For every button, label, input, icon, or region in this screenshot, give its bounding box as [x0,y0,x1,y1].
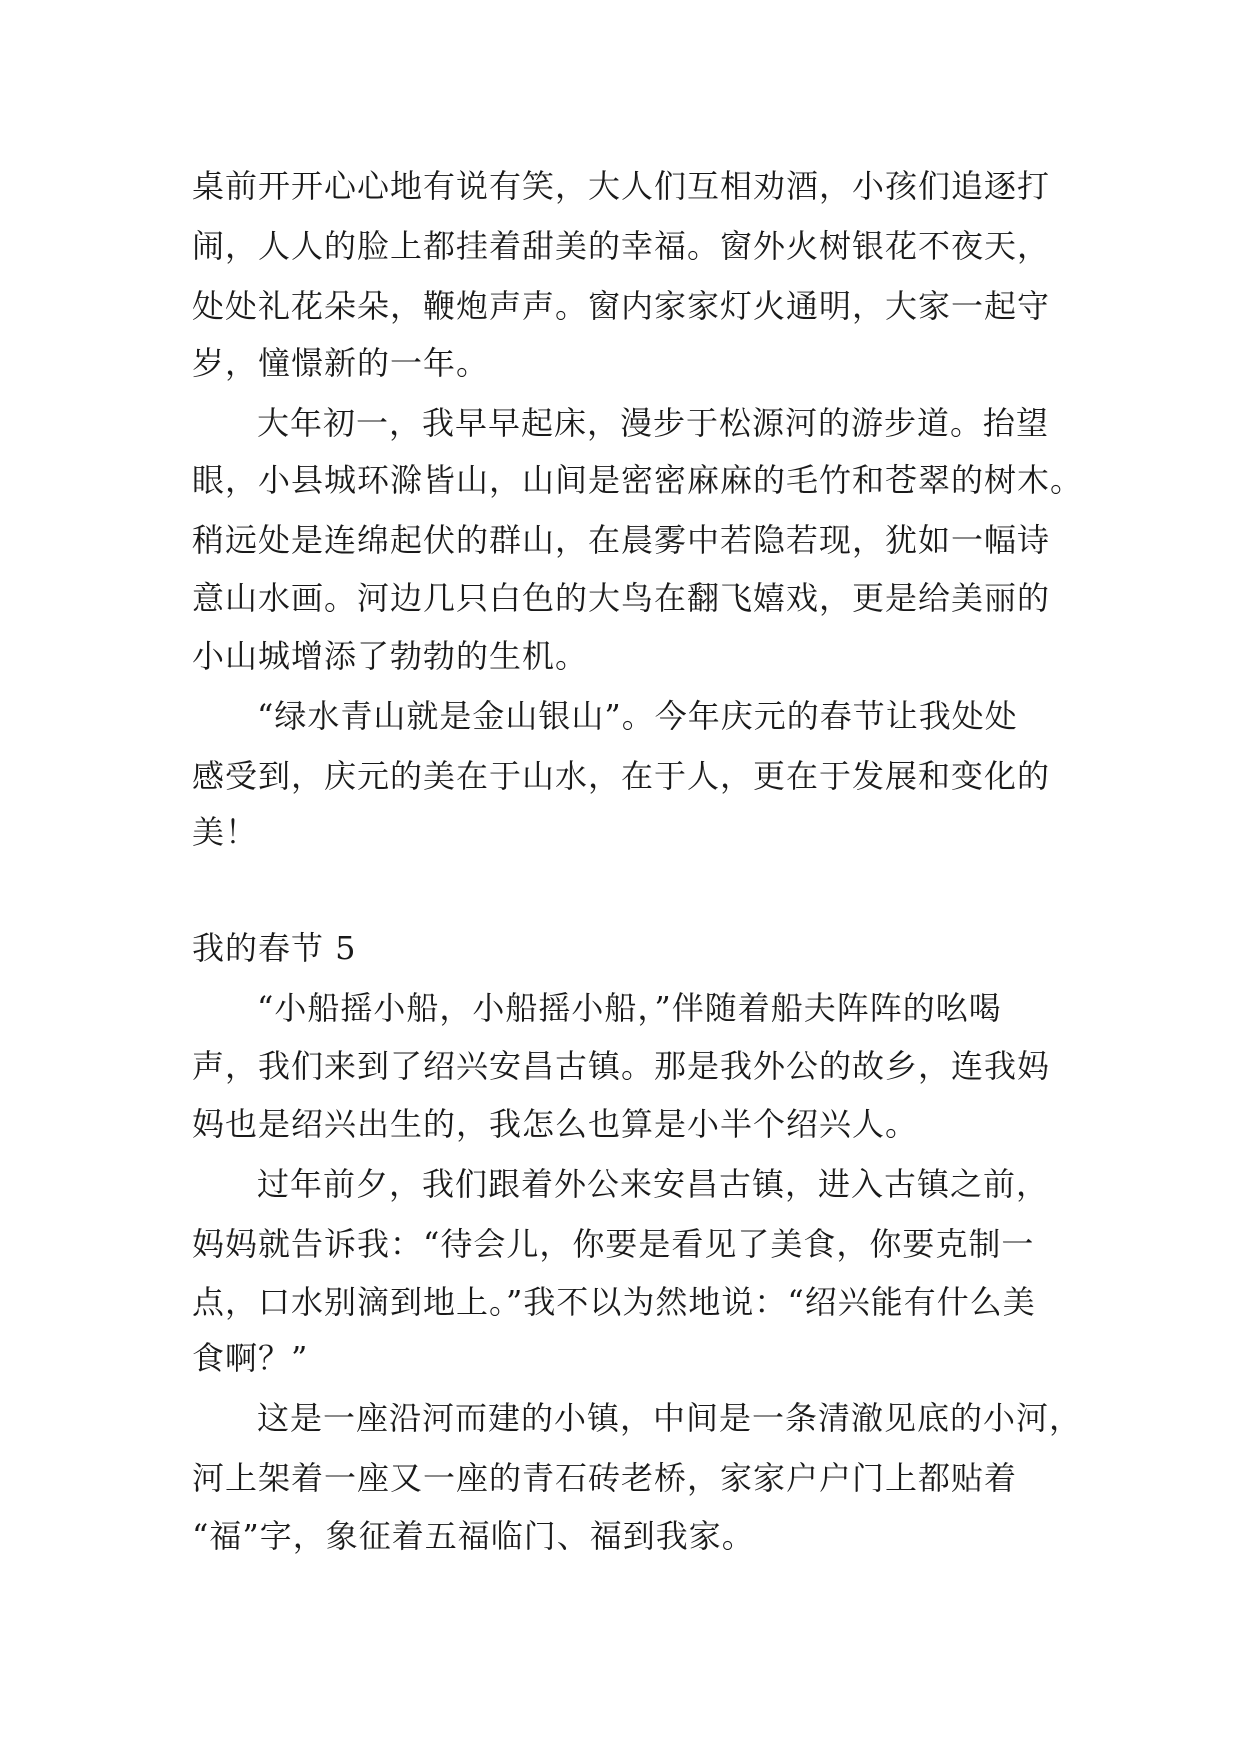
paragraph-line: 点，口水别滴到地上。”我不以为然地说：“绍兴能有什么美 [192,1283,1036,1321]
paragraph-line: 这是一座沿河而建的小镇，中间是一条清澈见底的小河， [257,1399,1083,1437]
paragraph-line: “福”字，象征着五福临门、福到我家。 [192,1517,755,1555]
paragraph-line: 过年前夕，我们跟着外公来安昌古镇，进入古镇之前， [257,1165,1050,1203]
paragraph-line: 桌前开开心心地有说有笑，大人们互相劝酒，小孩们追逐打 [192,167,1051,205]
paragraph-line: 岁，憧憬新的一年。 [192,344,490,382]
paragraph-line: 声，我们来到了绍兴安昌古镇。那是我外公的故乡，连我妈 [192,1047,1051,1085]
paragraph-line: 稍远处是连绵起伏的群山，在晨雾中若隐若现，犹如一幅诗 [192,521,1051,559]
paragraph-line: 美！ [192,813,259,851]
paragraph-line: 眼，小县城环滁皆山，山间是密密麻麻的毛竹和苍翠的树木。 [192,461,1084,499]
paragraph-line: 小山城增添了勃勃的生机。 [192,637,589,675]
paragraph-line: 意山水画。河边几只白色的大鸟在翻飞嬉戏，更是给美丽的 [192,579,1051,617]
section-heading: 我的春节 5 [192,929,357,967]
paragraph-line: 妈也是绍兴出生的，我怎么也算是小半个绍兴人。 [192,1105,919,1143]
paragraph-line: 感受到，庆元的美在于山水，在于人，更在于发展和变化的 [192,757,1051,795]
paragraph-line: 妈妈就告诉我：“待会儿，你要是看见了美食，你要克制一 [192,1225,1035,1263]
paragraph-line: “小船摇小船，小船摇小船，”伴随着船夫阵阵的吆喝 [257,989,1002,1027]
paragraph-line: 食啊？” [192,1339,309,1377]
paragraph-line: 大年初一，我早早起床，漫步于松源河的游步道。抬望 [257,404,1050,442]
paragraph-line: 闹，人人的脸上都挂着甜美的幸福。窗外火树银花不夜天， [192,227,1051,265]
paragraph-line: 河上架着一座又一座的青石砖老桥，家家户户门上都贴着 [192,1459,1018,1497]
paragraph-line: “绿水青山就是金山银山”。今年庆元的春节让我处处 [257,697,1018,735]
paragraph-line: 处处礼花朵朵，鞭炮声声。窗内家家灯火通明，大家一起守 [192,287,1051,325]
